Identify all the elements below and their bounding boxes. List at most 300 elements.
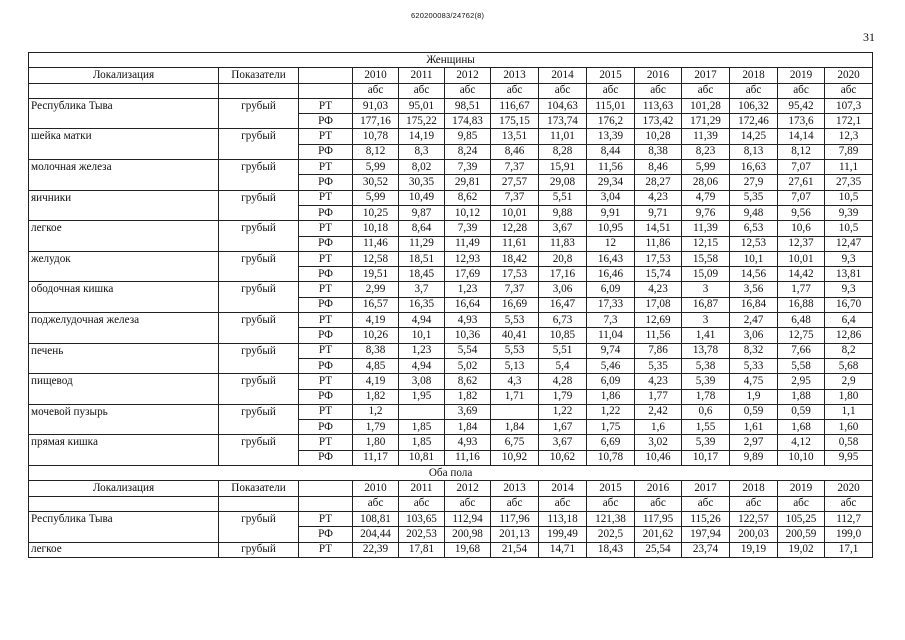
value-cell: 10,5	[825, 221, 873, 236]
header-region-blank	[299, 83, 353, 98]
header-year: 2011	[399, 68, 445, 83]
indicator-cell-blank	[219, 236, 299, 251]
value-cell: 10,18	[353, 221, 399, 236]
localization-cell-blank	[29, 389, 219, 404]
value-cell: 5,68	[825, 358, 873, 373]
value-cell: 6,69	[587, 435, 635, 450]
value-cell: 14,42	[778, 267, 825, 282]
value-cell: 4,12	[778, 435, 825, 450]
region-cell: РФ	[299, 297, 353, 312]
value-cell: 10,78	[587, 450, 635, 465]
table-row	[29, 297, 873, 312]
value-cell: 10,46	[635, 450, 682, 465]
value-cell: 16,47	[539, 297, 587, 312]
value-cell: 4,79	[682, 190, 730, 205]
indicator-cell: грубый	[219, 190, 299, 205]
indicator-cell-blank	[219, 144, 299, 159]
header-row-units	[29, 496, 873, 511]
value-cell: 27,61	[778, 175, 825, 190]
value-cell: 11,04	[587, 328, 635, 343]
value-cell: 113,63	[635, 98, 682, 113]
value-cell: 11,49	[445, 236, 491, 251]
value-cell: 1,77	[635, 389, 682, 404]
value-cell: 7,3	[587, 313, 635, 328]
value-cell: 0,59	[778, 404, 825, 419]
value-cell: 177,16	[353, 114, 399, 129]
value-cell: 8,12	[353, 144, 399, 159]
localization-cell-blank	[29, 175, 219, 190]
value-cell: 11,46	[353, 236, 399, 251]
header-year: 2015	[587, 68, 635, 83]
indicator-cell: грубый	[219, 251, 299, 266]
table-row	[29, 205, 873, 220]
value-cell: 7,37	[491, 160, 539, 175]
value-cell: 10,17	[682, 450, 730, 465]
value-cell: 7,07	[778, 160, 825, 175]
table-row	[29, 420, 873, 435]
indicator-cell: грубый	[219, 511, 299, 526]
value-cell: 200,59	[778, 527, 825, 542]
value-cell: 1,84	[491, 420, 539, 435]
header-unit: абс	[587, 83, 635, 98]
value-cell: 23,74	[682, 542, 730, 557]
value-cell: 10,81	[399, 450, 445, 465]
header-year: 2014	[539, 481, 587, 496]
value-cell: 10,36	[445, 328, 491, 343]
value-cell: 10,78	[353, 129, 399, 144]
value-cell: 8,28	[539, 144, 587, 159]
indicator-cell: грубый	[219, 221, 299, 236]
header-year: 2016	[635, 481, 682, 496]
value-cell: 17,53	[635, 251, 682, 266]
region-cell: РФ	[299, 114, 353, 129]
indicator-cell-blank	[219, 297, 299, 312]
value-cell: 20,8	[539, 251, 587, 266]
value-cell: 10,62	[539, 450, 587, 465]
section-title: Оба пола	[29, 466, 873, 481]
value-cell: 12,3	[825, 129, 873, 144]
header-unit: абс	[778, 496, 825, 511]
localization-cell: молочная железа	[29, 160, 219, 175]
region-cell: РФ	[299, 267, 353, 282]
value-cell: 15,58	[682, 251, 730, 266]
indicator-cell: грубый	[219, 435, 299, 450]
value-cell: 4,75	[730, 374, 778, 389]
region-cell: РТ	[299, 404, 353, 419]
value-cell: 3	[682, 282, 730, 297]
value-cell: 1,6	[635, 420, 682, 435]
header-indicator: Показатели	[219, 68, 299, 83]
localization-cell: ободочная кишка	[29, 282, 219, 297]
value-cell: 12,37	[778, 236, 825, 251]
value-cell: 8,44	[587, 144, 635, 159]
value-cell: 1,2	[353, 404, 399, 419]
value-cell: 197,94	[682, 527, 730, 542]
value-cell: 0,59	[730, 404, 778, 419]
value-cell: 91,03	[353, 98, 399, 113]
value-cell: 17,81	[399, 542, 445, 557]
value-cell: 4,93	[445, 435, 491, 450]
value-cell: 8,46	[635, 160, 682, 175]
value-cell: 14,14	[778, 129, 825, 144]
header-unit: абс	[587, 496, 635, 511]
value-cell: 11,86	[635, 236, 682, 251]
value-cell: 1,80	[353, 435, 399, 450]
value-cell: 9,3	[825, 282, 873, 297]
value-cell: 122,57	[730, 511, 778, 526]
value-cell: 17,53	[491, 267, 539, 282]
table-row	[29, 98, 873, 113]
indicator-cell-blank	[219, 328, 299, 343]
table-row	[29, 435, 873, 450]
value-cell: 1,82	[353, 389, 399, 404]
header-indicator-blank	[219, 83, 299, 98]
header-unit: абс	[491, 496, 539, 511]
region-cell: РТ	[299, 343, 353, 358]
value-cell: 40,41	[491, 328, 539, 343]
value-cell: 4,94	[399, 358, 445, 373]
table-row	[29, 190, 873, 205]
header-unit: абс	[682, 496, 730, 511]
value-cell: 8,62	[445, 190, 491, 205]
value-cell: 25,54	[635, 542, 682, 557]
header-year: 2011	[399, 481, 445, 496]
value-cell: 11,61	[491, 236, 539, 251]
value-cell: 10,1	[399, 328, 445, 343]
value-cell: 1,22	[587, 404, 635, 419]
value-cell: 5,39	[682, 374, 730, 389]
value-cell: 95,01	[399, 98, 445, 113]
value-cell: 5,35	[730, 190, 778, 205]
header-year: 2019	[778, 481, 825, 496]
header-unit: абс	[825, 496, 873, 511]
value-cell: 6,4	[825, 313, 873, 328]
table-row	[29, 343, 873, 358]
value-cell	[491, 404, 539, 419]
value-cell: 1,55	[682, 420, 730, 435]
value-cell: 3,67	[539, 221, 587, 236]
value-cell: 10,6	[778, 221, 825, 236]
table-row	[29, 221, 873, 236]
value-cell: 204,44	[353, 527, 399, 542]
value-cell: 3,56	[730, 282, 778, 297]
indicator-cell: грубый	[219, 129, 299, 144]
value-cell: 5,58	[778, 358, 825, 373]
header-unit: абс	[635, 83, 682, 98]
value-cell: 2,47	[730, 313, 778, 328]
value-cell: 9,95	[825, 450, 873, 465]
value-cell: 15,74	[635, 267, 682, 282]
value-cell: 105,25	[778, 511, 825, 526]
value-cell: 175,22	[399, 114, 445, 129]
value-cell: 27,57	[491, 175, 539, 190]
value-cell: 115,26	[682, 511, 730, 526]
localization-cell-blank	[29, 144, 219, 159]
header-localization-blank	[29, 496, 219, 511]
value-cell: 10,10	[778, 450, 825, 465]
value-cell: 117,96	[491, 511, 539, 526]
value-cell: 12,93	[445, 251, 491, 266]
header-region	[299, 481, 353, 496]
value-cell: 3,7	[399, 282, 445, 297]
header-year: 2019	[778, 68, 825, 83]
value-cell: 16,57	[353, 297, 399, 312]
value-cell: 19,19	[730, 542, 778, 557]
indicator-cell-blank	[219, 389, 299, 404]
localization-cell: Республика Тыва	[29, 98, 219, 113]
header-unit: абс	[730, 83, 778, 98]
header-year: 2018	[730, 481, 778, 496]
region-cell: РФ	[299, 450, 353, 465]
value-cell: 174,83	[445, 114, 491, 129]
value-cell: 12,53	[730, 236, 778, 251]
indicator-cell: грубый	[219, 160, 299, 175]
value-cell: 13,39	[587, 129, 635, 144]
value-cell: 1,77	[778, 282, 825, 297]
table-row	[29, 160, 873, 175]
value-cell: 28,27	[635, 175, 682, 190]
value-cell: 101,28	[682, 98, 730, 113]
value-cell: 98,51	[445, 98, 491, 113]
value-cell: 11,29	[399, 236, 445, 251]
value-cell: 29,34	[587, 175, 635, 190]
value-cell: 4,93	[445, 313, 491, 328]
value-cell: 1,88	[778, 389, 825, 404]
value-cell: 5,53	[491, 343, 539, 358]
value-cell: 4,19	[353, 313, 399, 328]
value-cell: 1,22	[539, 404, 587, 419]
header-year: 2013	[491, 68, 539, 83]
table-row	[29, 389, 873, 404]
value-cell: 7,07	[778, 190, 825, 205]
value-cell: 8,46	[491, 144, 539, 159]
value-cell: 4,23	[635, 282, 682, 297]
indicator-cell-blank	[219, 527, 299, 542]
table-row	[29, 527, 873, 542]
value-cell: 9,87	[399, 205, 445, 220]
value-cell: 11,56	[587, 160, 635, 175]
value-cell: 3,02	[635, 435, 682, 450]
header-unit: абс	[445, 83, 491, 98]
value-cell: 10,12	[445, 205, 491, 220]
header-localization: Локализация	[29, 68, 219, 83]
table-row	[29, 328, 873, 343]
value-cell	[399, 404, 445, 419]
value-cell: 1,95	[399, 389, 445, 404]
section-title: Женщины	[29, 53, 873, 68]
localization-cell: печень	[29, 343, 219, 358]
value-cell: 4,94	[399, 313, 445, 328]
value-cell: 8,32	[730, 343, 778, 358]
value-cell: 10,49	[399, 190, 445, 205]
value-cell: 30,35	[399, 175, 445, 190]
region-cell: РФ	[299, 236, 353, 251]
region-cell: РТ	[299, 251, 353, 266]
value-cell: 19,02	[778, 542, 825, 557]
value-cell: 16,69	[491, 297, 539, 312]
value-cell: 19,51	[353, 267, 399, 282]
header-unit: абс	[825, 83, 873, 98]
value-cell: 10,25	[353, 205, 399, 220]
value-cell: 13,51	[491, 129, 539, 144]
value-cell: 173,42	[635, 114, 682, 129]
value-cell: 9,89	[730, 450, 778, 465]
region-cell: РФ	[299, 328, 353, 343]
value-cell: 3,08	[399, 374, 445, 389]
value-cell: 113,18	[539, 511, 587, 526]
value-cell: 8,2	[825, 343, 873, 358]
value-cell: 10,1	[730, 251, 778, 266]
indicator-cell-blank	[219, 450, 299, 465]
value-cell: 5,53	[491, 313, 539, 328]
value-cell: 106,32	[730, 98, 778, 113]
value-cell: 121,38	[587, 511, 635, 526]
value-cell: 19,68	[445, 542, 491, 557]
value-cell: 202,5	[587, 527, 635, 542]
value-cell: 1,80	[825, 389, 873, 404]
region-cell: РТ	[299, 435, 353, 450]
value-cell: 8,3	[399, 144, 445, 159]
indicator-cell: грубый	[219, 542, 299, 557]
value-cell: 1,79	[353, 420, 399, 435]
header-region	[299, 68, 353, 83]
value-cell: 5,99	[353, 190, 399, 205]
region-cell: РТ	[299, 129, 353, 144]
value-cell: 0,58	[825, 435, 873, 450]
value-cell: 1,1	[825, 404, 873, 419]
value-cell: 116,67	[491, 98, 539, 113]
value-cell: 201,62	[635, 527, 682, 542]
value-cell: 8,12	[778, 144, 825, 159]
table-row	[29, 358, 873, 373]
indicator-cell-blank	[219, 420, 299, 435]
value-cell: 8,38	[353, 343, 399, 358]
value-cell: 1,85	[399, 435, 445, 450]
value-cell: 5,51	[539, 343, 587, 358]
value-cell: 6,75	[491, 435, 539, 450]
value-cell: 3,67	[539, 435, 587, 450]
region-cell: РФ	[299, 144, 353, 159]
value-cell: 12	[587, 236, 635, 251]
value-cell: 200,98	[445, 527, 491, 542]
value-cell: 103,65	[399, 511, 445, 526]
value-cell: 8,02	[399, 160, 445, 175]
region-cell: РФ	[299, 358, 353, 373]
localization-cell-blank	[29, 236, 219, 251]
value-cell: 14,56	[730, 267, 778, 282]
value-cell: 16,35	[399, 297, 445, 312]
value-cell: 173,6	[778, 114, 825, 129]
region-cell: РТ	[299, 160, 353, 175]
value-cell: 4,23	[635, 190, 682, 205]
value-cell: 2,99	[353, 282, 399, 297]
indicator-cell: грубый	[219, 313, 299, 328]
region-cell: РТ	[299, 98, 353, 113]
value-cell: 12,86	[825, 328, 873, 343]
table-row	[29, 251, 873, 266]
value-cell: 176,2	[587, 114, 635, 129]
value-cell: 5,35	[635, 358, 682, 373]
value-cell: 14,51	[635, 221, 682, 236]
header-year: 2012	[445, 481, 491, 496]
value-cell: 14,19	[399, 129, 445, 144]
region-cell: РФ	[299, 527, 353, 542]
indicator-cell: грубый	[219, 404, 299, 419]
header-year: 2012	[445, 68, 491, 83]
indicator-cell-blank	[219, 358, 299, 373]
header-unit: абс	[353, 496, 399, 511]
value-cell: 11,83	[539, 236, 587, 251]
indicator-cell: грубый	[219, 98, 299, 113]
value-cell: 1,41	[682, 328, 730, 343]
region-cell: РТ	[299, 374, 353, 389]
value-cell: 1,78	[682, 389, 730, 404]
indicator-cell-blank	[219, 205, 299, 220]
value-cell: 17,16	[539, 267, 587, 282]
header-year: 2015	[587, 481, 635, 496]
value-cell: 7,89	[825, 144, 873, 159]
value-cell: 5,99	[682, 160, 730, 175]
value-cell: 5,38	[682, 358, 730, 373]
value-cell: 200,03	[730, 527, 778, 542]
value-cell: 7,39	[445, 160, 491, 175]
value-cell: 201,13	[491, 527, 539, 542]
value-cell: 7,37	[491, 190, 539, 205]
value-cell: 1,68	[778, 420, 825, 435]
value-cell: 16,64	[445, 297, 491, 312]
table-row	[29, 114, 873, 129]
value-cell: 9,74	[587, 343, 635, 358]
value-cell: 8,38	[635, 144, 682, 159]
localization-cell-blank	[29, 527, 219, 542]
value-cell: 12,15	[682, 236, 730, 251]
value-cell: 10,92	[491, 450, 539, 465]
localization-cell-blank	[29, 205, 219, 220]
localization-cell: мочевой пузырь	[29, 404, 219, 419]
localization-cell-blank	[29, 358, 219, 373]
value-cell: 0,6	[682, 404, 730, 419]
value-cell: 8,62	[445, 374, 491, 389]
value-cell: 7,37	[491, 282, 539, 297]
value-cell: 15,91	[539, 160, 587, 175]
value-cell: 1,61	[730, 420, 778, 435]
header-localization: Локализация	[29, 481, 219, 496]
value-cell: 8,13	[730, 144, 778, 159]
value-cell: 172,46	[730, 114, 778, 129]
value-cell: 4,19	[353, 374, 399, 389]
value-cell: 17,08	[635, 297, 682, 312]
region-cell: РТ	[299, 282, 353, 297]
header-year: 2017	[682, 481, 730, 496]
value-cell: 9,88	[539, 205, 587, 220]
section-title-row	[29, 466, 873, 481]
region-cell: РФ	[299, 389, 353, 404]
value-cell: 11,01	[539, 129, 587, 144]
value-cell: 3,69	[445, 404, 491, 419]
header-region-blank	[299, 496, 353, 511]
value-cell: 1,82	[445, 389, 491, 404]
value-cell: 30,52	[353, 175, 399, 190]
indicator-cell: грубый	[219, 343, 299, 358]
value-cell: 8,64	[399, 221, 445, 236]
value-cell: 4,23	[635, 374, 682, 389]
value-cell: 199,49	[539, 527, 587, 542]
value-cell: 22,39	[353, 542, 399, 557]
value-cell: 3,06	[539, 282, 587, 297]
value-cell: 9,48	[730, 205, 778, 220]
indicator-cell: грубый	[219, 374, 299, 389]
value-cell: 18,42	[491, 251, 539, 266]
